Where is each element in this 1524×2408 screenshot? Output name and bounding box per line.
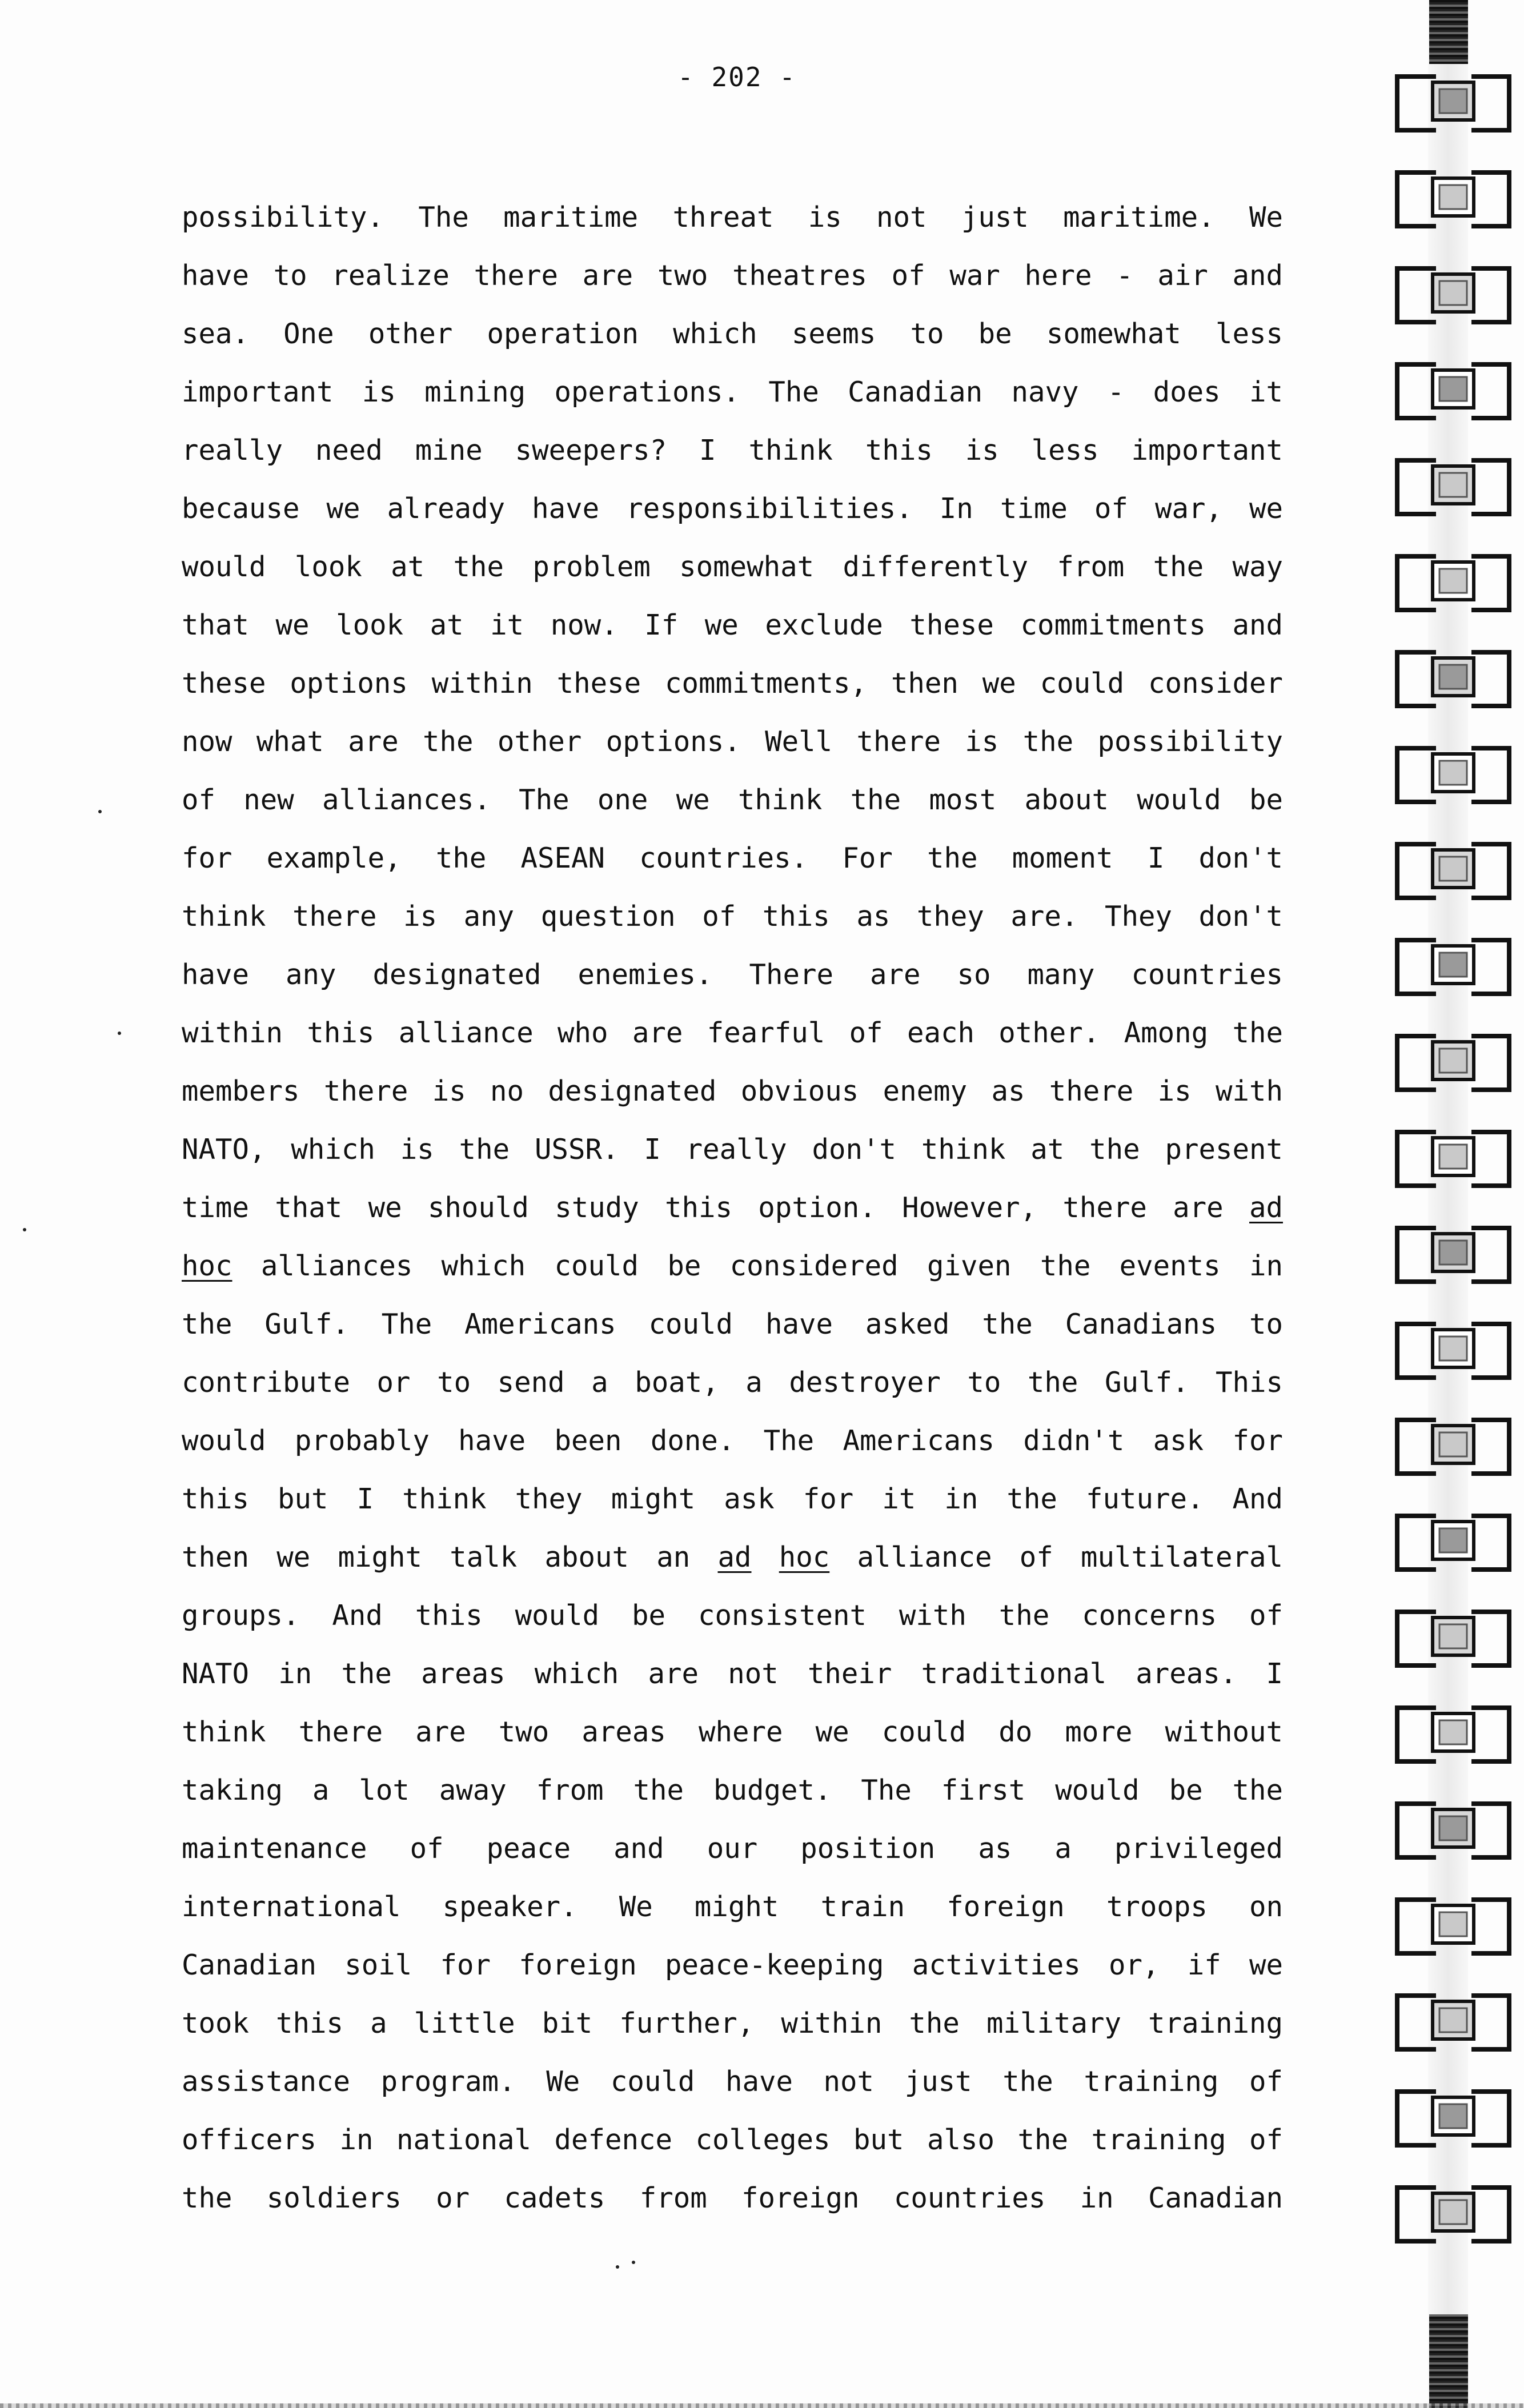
text-line-19: hoc alliances which could be considered given the events in <box>182 1250 1283 1282</box>
binding-ring <box>1386 1700 1521 1767</box>
binding-ring <box>1386 356 1521 424</box>
text-line-10: now what are the other options. Well there is the possibility <box>182 725 1283 758</box>
text-line-1: possibility. The maritime threat is not just maritime. We <box>182 201 1283 234</box>
binding-ring <box>1386 2180 1521 2247</box>
scan-speck <box>98 810 102 813</box>
page-number: - 202 - <box>677 62 796 93</box>
binding-ring <box>1386 1124 1521 1191</box>
binding-ring <box>1386 1508 1521 1575</box>
binding-ring <box>1386 1604 1521 1671</box>
text-line-8: that we look at it now. If we exclude these commitments and <box>182 609 1283 641</box>
binding-ring <box>1386 740 1521 808</box>
binding-ring <box>1386 932 1521 1000</box>
text-line-23: this but I think they might ask for it in the future. And <box>182 1483 1283 1515</box>
text-line-9: these options within these commitments, then we could consider <box>182 667 1283 700</box>
body-text <box>182 188 1283 2228</box>
text-line-33: assistance program. We could have not just the training of <box>182 2065 1283 2098</box>
binding-ring <box>1386 452 1521 520</box>
text-line-31: Canadian soil for foreign peace-keeping activities or, if we <box>182 1949 1283 1981</box>
scan-speck <box>23 1228 26 1231</box>
text-line-3: sea. One other operation which seems to be somewhat less <box>182 318 1283 350</box>
text-line-29: maintenance of peace and our position as a privileged <box>182 1832 1283 1865</box>
binding-ring <box>1386 1028 1521 1095</box>
binding-ring <box>1386 260 1521 328</box>
text-line-34: officers in national defence colleges but also the training of <box>182 2124 1283 2156</box>
text-line-30: international speaker. We might train foreign troops on <box>182 1891 1283 1923</box>
binding-ring <box>1386 548 1521 616</box>
page-bottom-edge <box>0 2403 1524 2408</box>
text-line-2: have to realize there are two theatres of war here - air and <box>182 259 1283 292</box>
text-line-22: would probably have been done. The Americans didn't ask for <box>182 1424 1283 1457</box>
text-line-4: important is mining operations. The Canadian navy - does it <box>182 376 1283 408</box>
binding-ring <box>1386 1988 1521 2055</box>
scan-speck <box>118 1032 121 1035</box>
text-line-16: members there is no designated obvious enemy as there is with <box>182 1075 1283 1107</box>
binding-ring <box>1386 1412 1521 1479</box>
text-line-13: think there is any question of this as they are. They don't <box>182 900 1283 933</box>
binding-ring <box>1386 2084 1521 2151</box>
text-line-6: because we already have responsibilities. In time of war, we <box>182 492 1283 525</box>
text-line-18: time that we should study this option. However, there are ad <box>182 1191 1283 1224</box>
text-line-25: groups. And this would be consistent with the concerns of <box>182 1599 1283 1632</box>
spiral-binding <box>1365 0 1524 2408</box>
binding-top-block <box>1429 0 1468 64</box>
text-line-7: would look at the problem somewhat differently from the way <box>182 551 1283 583</box>
text-line-28: taking a lot away from the budget. The first would be the <box>182 1774 1283 1807</box>
text-line-17: NATO, which is the USSR. I really don't think at the present <box>182 1133 1283 1166</box>
text-line-27: think there are two areas where we could do more without <box>182 1716 1283 1748</box>
binding-ring <box>1386 164 1521 232</box>
binding-ring <box>1386 1220 1521 1287</box>
text-line-35: the soldiers or cadets from foreign countries in Canadian <box>182 2182 1283 2214</box>
binding-bottom-block <box>1429 2314 1468 2408</box>
binding-ring <box>1386 1892 1521 1959</box>
text-line-32: took this a little bit further, within the military training <box>182 2007 1283 2040</box>
scan-speck <box>616 2265 619 2269</box>
text-line-20: the Gulf. The Americans could have asked the Canadians to <box>182 1308 1283 1341</box>
text-line-21: contribute or to send a boat, a destroyer to the Gulf. This <box>182 1366 1283 1399</box>
binding-ring <box>1386 1796 1521 1863</box>
binding-ring <box>1386 836 1521 904</box>
text-line-5: really need mine sweepers? I think this is less important <box>182 434 1283 467</box>
text-line-12: for example, the ASEAN countries. For the moment I don't <box>182 842 1283 874</box>
binding-ring <box>1386 1316 1521 1383</box>
text-line-14: have any designated enemies. There are so many countries <box>182 958 1283 991</box>
text-line-11: of new alliances. The one we think the most about would be <box>182 784 1283 816</box>
text-line-15: within this alliance who are fearful of each other. Among the <box>182 1017 1283 1049</box>
binding-ring <box>1386 644 1521 712</box>
text-line-26: NATO in the areas which are not their traditional areas. I <box>182 1657 1283 1690</box>
scan-speck <box>632 2261 635 2264</box>
binding-ring <box>1386 69 1521 136</box>
text-line-24: then we might talk about an ad hoc alliance of multilateral <box>182 1541 1283 1574</box>
